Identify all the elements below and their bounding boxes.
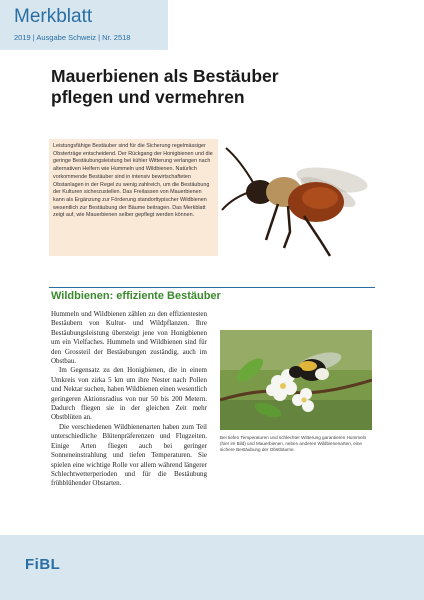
title-line-2: pflegen und vermehren xyxy=(51,87,245,107)
header-subtitle: 2019 | Ausgabe Schweiz | Nr. 2518 xyxy=(14,33,131,42)
photo-caption: Bei tiefen Temperaturen und schlechter Witterung garantieren Hummeln (hier im Bild) und Mauerbienen, neben anderen Wildbienenarten, eine sichere Bestäubung der Obstbäume. xyxy=(220,435,367,453)
body-paragraph-3: Die verschiedenen Wildbienenarten haben zum Teil unterschiedliche Blütenpräferenzen und Flugzeiten. Einige Arten fliegen auch bei geringer Sonneneinstrahlung und tiefen Temperaturen. Sie spielen eine wichtige Rolle vor allem während längerer Schlechtwetterperioden und für die Bestäubung frühblühender Obstarten. xyxy=(51,422,207,488)
body-text-column xyxy=(51,310,207,489)
footer-band xyxy=(0,535,424,600)
body-paragraph-1: Hummeln und Wildbienen zählen zu den effizientesten Bestäubern von Kultur- und Wildpflanzen. Ihre Bestäubungsleistung übersteigt jene von Honigbienen um ein Vielfaches. Hummeln und Wildbienen sind für den Grossteil der Bestäubungen zuständig, auch im Obstbau. xyxy=(51,310,207,366)
intro-box xyxy=(49,139,218,256)
title-line-1: Mauerbienen als Bestäuber xyxy=(51,66,279,86)
header-title: Merkblatt xyxy=(14,6,93,27)
section-rule xyxy=(49,287,375,288)
body-paragraph-2: Im Gegensatz zu den Honigbienen, die in einem Umkreis von zirka 5 km um ihre Nester nach Pollen und Nektar suchen, haben Wildbienen einen wesentlich geringeren Aktionsradius von nur 50 bis 200 Metern. Dadurch fliegen sie in der gleichen Zeit mehr Obstblüten an. xyxy=(51,366,207,422)
intro-text: Leistungsfähige Bestäuber sind für die Sicherung regelmässiger Obsterträge entscheidend. Der Rückgang der Honigbienen und die geringe Bestäubungsleistung bei kühler Witterung verlangen nach alternativen Helfern wie Hummeln und Wildbienen. Natürlich vorkommende Bestäuber sind in intensiv bewirtschafteten Obstanlagen in der Regel zu wenig zahlreich, um die Bestäubung der Kulturen sicherzustellen. Das Freilassen von Mauerbienen kann als Ergänzung zur Förderung standorttypischer Wildbienen wesentlich zur Bestäubung der Bäume beitragen. Das Merkblatt zeigt auf, wie Mauerbienen selber gepflegt werden können. xyxy=(53,143,213,219)
section-title: Wildbienen: effiziente Bestäuber xyxy=(51,290,221,302)
mason-bee-illustration xyxy=(220,140,380,260)
bumblebee-on-blossom-photo xyxy=(220,330,372,430)
page-title xyxy=(51,66,351,108)
header-box xyxy=(0,0,168,50)
fibl-logo: FiBL xyxy=(25,556,61,573)
